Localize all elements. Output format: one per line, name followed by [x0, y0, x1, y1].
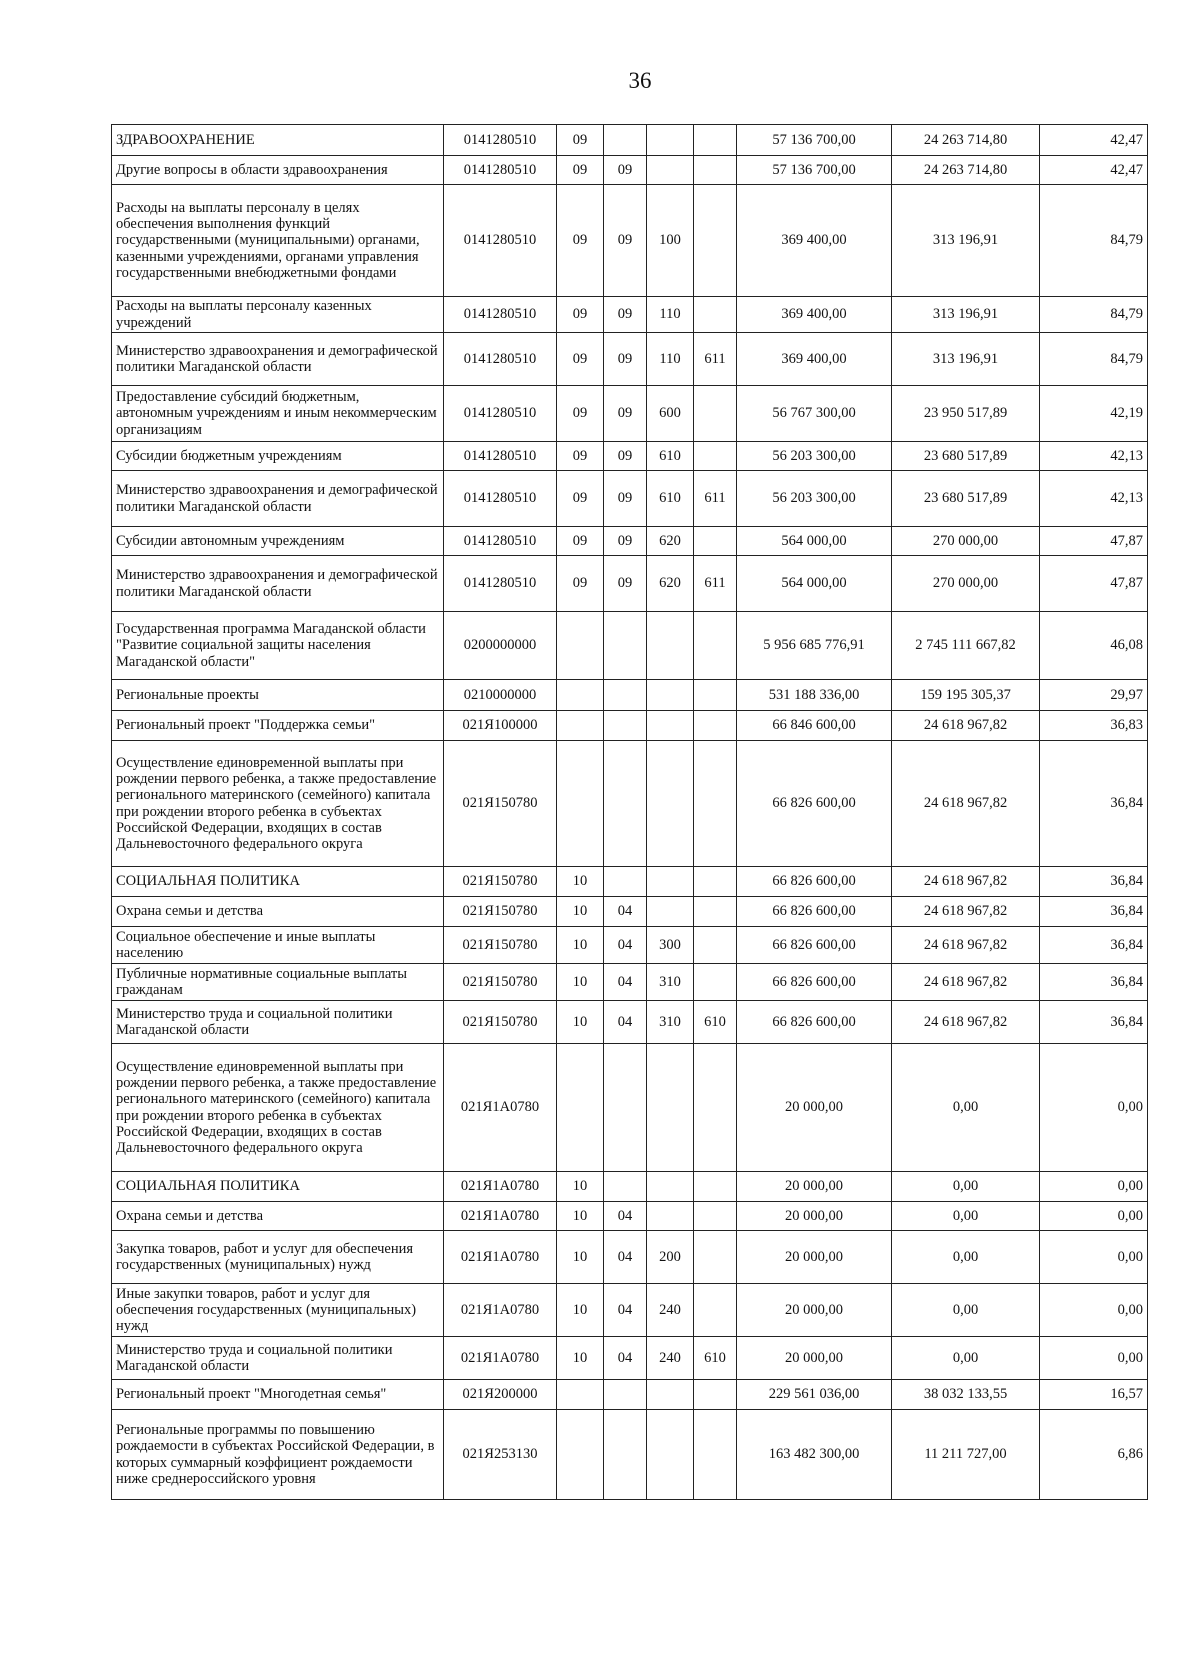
row-name: Субсидии автономным учреждениям [112, 527, 444, 556]
execution-percent: 42,13 [1040, 471, 1148, 527]
execution-percent: 47,87 [1040, 556, 1148, 612]
executed-amount: 38 032 133,55 [892, 1380, 1040, 1410]
subsection-code: 09 [604, 185, 647, 297]
planned-amount: 66 826 600,00 [737, 964, 892, 1001]
section-code: 09 [557, 442, 604, 471]
executed-amount: 24 263 714,80 [892, 156, 1040, 185]
subsection-code: 09 [604, 471, 647, 527]
execution-percent: 0,00 [1040, 1044, 1148, 1172]
executed-amount: 0,00 [892, 1337, 1040, 1380]
planned-amount: 56 767 300,00 [737, 386, 892, 442]
table-row [112, 1001, 1148, 1044]
administrator-code [694, 125, 737, 156]
row-name: Осуществление единовременной выплаты при рождении первого ребенка, а также предоставление регионального материнского (семейного) капитала при рождении второго ребенка в субъектах Российской Федерации, входящих в состав Дальневосточного федерального округа [112, 1044, 444, 1172]
table-row [112, 1172, 1148, 1202]
table-row [112, 1337, 1148, 1380]
execution-percent: 0,00 [1040, 1284, 1148, 1337]
row-name: ЗДРАВООХРАНЕНИЕ [112, 125, 444, 156]
planned-amount: 369 400,00 [737, 185, 892, 297]
executed-amount: 313 196,91 [892, 185, 1040, 297]
table-row [112, 612, 1148, 680]
execution-percent: 0,00 [1040, 1172, 1148, 1202]
executed-amount: 159 195 305,37 [892, 680, 1040, 711]
expense-type-code: 100 [647, 185, 694, 297]
executed-amount: 23 680 517,89 [892, 442, 1040, 471]
target-code: 0141280510 [444, 185, 557, 297]
planned-amount: 369 400,00 [737, 297, 892, 333]
target-code: 021Я150780 [444, 741, 557, 867]
planned-amount: 20 000,00 [737, 1284, 892, 1337]
planned-amount: 564 000,00 [737, 527, 892, 556]
table-row [112, 867, 1148, 897]
expense-type-code: 200 [647, 1231, 694, 1284]
administrator-code [694, 1231, 737, 1284]
target-code: 021Я150780 [444, 897, 557, 927]
section-code: 09 [557, 156, 604, 185]
planned-amount: 5 956 685 776,91 [737, 612, 892, 680]
executed-amount: 0,00 [892, 1044, 1040, 1172]
planned-amount: 56 203 300,00 [737, 442, 892, 471]
table-row [112, 741, 1148, 867]
table-row [112, 680, 1148, 711]
table-row [112, 927, 1148, 964]
table-row [112, 527, 1148, 556]
target-code: 021Я1А0780 [444, 1231, 557, 1284]
section-code: 10 [557, 1337, 604, 1380]
subsection-code: 09 [604, 297, 647, 333]
row-name: Расходы на выплаты персоналу в целях обеспечения выполнения функций государственными (муниципальными) органами, казенными учреждениями, органами управления государственными внебюджетными фондами [112, 185, 444, 297]
subsection-code: 04 [604, 897, 647, 927]
execution-percent: 36,84 [1040, 867, 1148, 897]
expense-type-code [647, 1044, 694, 1172]
target-code: 021Я1А0780 [444, 1044, 557, 1172]
section-code: 09 [557, 185, 604, 297]
row-name: Региональный проект "Многодетная семья" [112, 1380, 444, 1410]
administrator-code [694, 1172, 737, 1202]
execution-percent: 36,84 [1040, 964, 1148, 1001]
executed-amount: 0,00 [892, 1284, 1040, 1337]
section-code: 10 [557, 897, 604, 927]
execution-percent: 36,84 [1040, 1001, 1148, 1044]
target-code: 021Я100000 [444, 711, 557, 741]
table-row [112, 1044, 1148, 1172]
section-code: 10 [557, 964, 604, 1001]
subsection-code [604, 711, 647, 741]
row-name: Министерство здравоохранения и демографической политики Магаданской области [112, 333, 444, 386]
target-code: 0141280510 [444, 333, 557, 386]
target-code: 0141280510 [444, 471, 557, 527]
administrator-code [694, 1380, 737, 1410]
row-name: Осуществление единовременной выплаты при рождении первого ребенка, а также предоставление регионального материнского (семейного) капитала при рождении второго ребенка в субъектах Российской Федерации, входящих в состав Дальневосточного федерального округа [112, 741, 444, 867]
section-code: 10 [557, 1284, 604, 1337]
section-code: 10 [557, 927, 604, 964]
execution-percent: 36,84 [1040, 897, 1148, 927]
target-code: 0141280510 [444, 556, 557, 612]
administrator-code [694, 156, 737, 185]
expense-type-code: 620 [647, 556, 694, 612]
planned-amount: 56 203 300,00 [737, 471, 892, 527]
row-name: Региональный проект "Поддержка семьи" [112, 711, 444, 741]
target-code: 0210000000 [444, 680, 557, 711]
administrator-code: 611 [694, 471, 737, 527]
execution-percent: 84,79 [1040, 185, 1148, 297]
target-code: 021Я150780 [444, 964, 557, 1001]
planned-amount: 20 000,00 [737, 1202, 892, 1231]
target-code: 0200000000 [444, 612, 557, 680]
administrator-code [694, 386, 737, 442]
planned-amount: 57 136 700,00 [737, 125, 892, 156]
administrator-code [694, 442, 737, 471]
subsection-code [604, 1410, 647, 1500]
section-code: 09 [557, 556, 604, 612]
row-name: Субсидии бюджетным учреждениям [112, 442, 444, 471]
section-code: 09 [557, 333, 604, 386]
administrator-code [694, 680, 737, 711]
execution-percent: 42,47 [1040, 125, 1148, 156]
target-code: 0141280510 [444, 527, 557, 556]
target-code: 021Я200000 [444, 1380, 557, 1410]
section-code: 09 [557, 471, 604, 527]
administrator-code: 611 [694, 333, 737, 386]
section-code: 09 [557, 386, 604, 442]
expense-type-code: 240 [647, 1337, 694, 1380]
expense-type-code: 110 [647, 297, 694, 333]
subsection-code: 04 [604, 927, 647, 964]
expense-type-code: 610 [647, 442, 694, 471]
section-code [557, 1380, 604, 1410]
subsection-code [604, 1380, 647, 1410]
row-name: Региональные программы по повышению рождаемости в субъектах Российской Федерации, в которых суммарный коэффициент рождаемости ниже среднероссийского уровня [112, 1410, 444, 1500]
expense-type-code: 310 [647, 964, 694, 1001]
subsection-code: 04 [604, 1001, 647, 1044]
target-code: 0141280510 [444, 125, 557, 156]
table-row [112, 442, 1148, 471]
administrator-code: 611 [694, 556, 737, 612]
execution-percent: 0,00 [1040, 1202, 1148, 1231]
planned-amount: 66 826 600,00 [737, 897, 892, 927]
subsection-code [604, 612, 647, 680]
budget-table-body [112, 125, 1148, 1500]
budget-table [111, 124, 1148, 1500]
expense-type-code [647, 897, 694, 927]
executed-amount: 24 618 967,82 [892, 1001, 1040, 1044]
expense-type-code: 310 [647, 1001, 694, 1044]
section-code: 10 [557, 1001, 604, 1044]
expense-type-code [647, 1380, 694, 1410]
row-name: Министерство здравоохранения и демографической политики Магаданской области [112, 556, 444, 612]
expense-type-code [647, 680, 694, 711]
planned-amount: 66 826 600,00 [737, 927, 892, 964]
executed-amount: 0,00 [892, 1231, 1040, 1284]
subsection-code [604, 1044, 647, 1172]
executed-amount: 0,00 [892, 1202, 1040, 1231]
planned-amount: 163 482 300,00 [737, 1410, 892, 1500]
subsection-code [604, 741, 647, 867]
subsection-code: 09 [604, 527, 647, 556]
target-code: 0141280510 [444, 297, 557, 333]
execution-percent: 36,83 [1040, 711, 1148, 741]
table-row [112, 1231, 1148, 1284]
administrator-code [694, 185, 737, 297]
executed-amount: 24 618 967,82 [892, 964, 1040, 1001]
subsection-code: 04 [604, 1284, 647, 1337]
row-name: Государственная программа Магаданской области "Развитие социальной защиты населения Магаданской области" [112, 612, 444, 680]
subsection-code: 09 [604, 156, 647, 185]
section-code [557, 741, 604, 867]
row-name: Министерство труда и социальной политики Магаданской области [112, 1001, 444, 1044]
executed-amount: 23 680 517,89 [892, 471, 1040, 527]
table-row [112, 125, 1148, 156]
row-name: Министерство здравоохранения и демографической политики Магаданской области [112, 471, 444, 527]
section-code: 10 [557, 1231, 604, 1284]
administrator-code [694, 1044, 737, 1172]
executed-amount: 0,00 [892, 1172, 1040, 1202]
table-row [112, 1380, 1148, 1410]
execution-percent: 6,86 [1040, 1410, 1148, 1500]
row-name: Предоставление субсидий бюджетным, автономным учреждениям и иным некоммерческим организациям [112, 386, 444, 442]
execution-percent: 84,79 [1040, 297, 1148, 333]
planned-amount: 369 400,00 [737, 333, 892, 386]
table-row [112, 471, 1148, 527]
administrator-code: 610 [694, 1001, 737, 1044]
expense-type-code [647, 156, 694, 185]
section-code: 09 [557, 297, 604, 333]
target-code: 021Я253130 [444, 1410, 557, 1500]
subsection-code: 09 [604, 386, 647, 442]
expense-type-code [647, 612, 694, 680]
row-name: СОЦИАЛЬНАЯ ПОЛИТИКА [112, 867, 444, 897]
section-code: 10 [557, 1202, 604, 1231]
table-row [112, 297, 1148, 333]
planned-amount: 66 826 600,00 [737, 741, 892, 867]
executed-amount: 23 950 517,89 [892, 386, 1040, 442]
target-code: 021Я1А0780 [444, 1337, 557, 1380]
table-row [112, 1284, 1148, 1337]
row-name: Другие вопросы в области здравоохранения [112, 156, 444, 185]
planned-amount: 20 000,00 [737, 1337, 892, 1380]
table-row [112, 556, 1148, 612]
subsection-code [604, 867, 647, 897]
table-row [112, 964, 1148, 1001]
administrator-code [694, 297, 737, 333]
row-name: Охрана семьи и детства [112, 897, 444, 927]
subsection-code: 09 [604, 333, 647, 386]
execution-percent: 0,00 [1040, 1337, 1148, 1380]
execution-percent: 29,97 [1040, 680, 1148, 711]
administrator-code [694, 612, 737, 680]
section-code: 09 [557, 125, 604, 156]
row-name: Социальное обеспечение и иные выплаты населению [112, 927, 444, 964]
expense-type-code [647, 1172, 694, 1202]
administrator-code [694, 1284, 737, 1337]
planned-amount: 564 000,00 [737, 556, 892, 612]
section-code [557, 680, 604, 711]
executed-amount: 24 618 967,82 [892, 741, 1040, 867]
execution-percent: 84,79 [1040, 333, 1148, 386]
administrator-code [694, 897, 737, 927]
row-name: Охрана семьи и детства [112, 1202, 444, 1231]
target-code: 021Я1А0780 [444, 1172, 557, 1202]
administrator-code [694, 964, 737, 1001]
executed-amount: 11 211 727,00 [892, 1410, 1040, 1500]
executed-amount: 24 263 714,80 [892, 125, 1040, 156]
subsection-code: 09 [604, 556, 647, 612]
subsection-code [604, 680, 647, 711]
planned-amount: 229 561 036,00 [737, 1380, 892, 1410]
execution-percent: 46,08 [1040, 612, 1148, 680]
expense-type-code: 240 [647, 1284, 694, 1337]
administrator-code [694, 1410, 737, 1500]
row-name: Закупка товаров, работ и услуг для обеспечения государственных (муниципальных) нужд [112, 1231, 444, 1284]
execution-percent: 16,57 [1040, 1380, 1148, 1410]
subsection-code: 09 [604, 442, 647, 471]
row-name: Иные закупки товаров, работ и услуг для обеспечения государственных (муниципальных) нужд [112, 1284, 444, 1337]
section-code [557, 711, 604, 741]
planned-amount: 20 000,00 [737, 1044, 892, 1172]
execution-percent: 36,84 [1040, 741, 1148, 867]
executed-amount: 313 196,91 [892, 297, 1040, 333]
target-code: 021Я150780 [444, 1001, 557, 1044]
expense-type-code [647, 867, 694, 897]
executed-amount: 24 618 967,82 [892, 711, 1040, 741]
table-row [112, 711, 1148, 741]
expense-type-code [647, 1202, 694, 1231]
expense-type-code [647, 741, 694, 867]
administrator-code [694, 1202, 737, 1231]
section-code [557, 1044, 604, 1172]
administrator-code [694, 867, 737, 897]
target-code: 021Я1А0780 [444, 1284, 557, 1337]
section-code [557, 1410, 604, 1500]
execution-percent: 47,87 [1040, 527, 1148, 556]
target-code: 021Я150780 [444, 867, 557, 897]
planned-amount: 66 826 600,00 [737, 1001, 892, 1044]
expense-type-code: 110 [647, 333, 694, 386]
planned-amount: 531 188 336,00 [737, 680, 892, 711]
administrator-code [694, 527, 737, 556]
target-code: 0141280510 [444, 386, 557, 442]
table-row [112, 1202, 1148, 1231]
row-name: Публичные нормативные социальные выплаты гражданам [112, 964, 444, 1001]
planned-amount: 57 136 700,00 [737, 156, 892, 185]
execution-percent: 42,19 [1040, 386, 1148, 442]
target-code: 0141280510 [444, 156, 557, 185]
table-row [112, 333, 1148, 386]
subsection-code: 04 [604, 1337, 647, 1380]
row-name: Министерство труда и социальной политики Магаданской области [112, 1337, 444, 1380]
section-code: 10 [557, 867, 604, 897]
expense-type-code: 600 [647, 386, 694, 442]
section-code: 09 [557, 527, 604, 556]
expense-type-code [647, 711, 694, 741]
administrator-code [694, 711, 737, 741]
execution-percent: 0,00 [1040, 1231, 1148, 1284]
administrator-code [694, 927, 737, 964]
row-name: Региональные проекты [112, 680, 444, 711]
subsection-code: 04 [604, 1231, 647, 1284]
planned-amount: 20 000,00 [737, 1172, 892, 1202]
expense-type-code [647, 125, 694, 156]
expense-type-code: 300 [647, 927, 694, 964]
table-row [112, 386, 1148, 442]
administrator-code: 610 [694, 1337, 737, 1380]
table-row [112, 185, 1148, 297]
executed-amount: 270 000,00 [892, 527, 1040, 556]
execution-percent: 36,84 [1040, 927, 1148, 964]
executed-amount: 313 196,91 [892, 333, 1040, 386]
subsection-code: 04 [604, 964, 647, 1001]
target-code: 021Я1А0780 [444, 1202, 557, 1231]
executed-amount: 24 618 967,82 [892, 897, 1040, 927]
administrator-code [694, 741, 737, 867]
executed-amount: 24 618 967,82 [892, 927, 1040, 964]
execution-percent: 42,47 [1040, 156, 1148, 185]
planned-amount: 20 000,00 [737, 1231, 892, 1284]
row-name: СОЦИАЛЬНАЯ ПОЛИТИКА [112, 1172, 444, 1202]
table-row [112, 897, 1148, 927]
page-number: 36 [628, 68, 652, 93]
executed-amount: 270 000,00 [892, 556, 1040, 612]
section-code [557, 612, 604, 680]
expense-type-code [647, 1410, 694, 1500]
row-name: Расходы на выплаты персоналу казенных учреждений [112, 297, 444, 333]
table-row [112, 1410, 1148, 1500]
subsection-code [604, 125, 647, 156]
planned-amount: 66 846 600,00 [737, 711, 892, 741]
executed-amount: 24 618 967,82 [892, 867, 1040, 897]
subsection-code: 04 [604, 1202, 647, 1231]
planned-amount: 66 826 600,00 [737, 867, 892, 897]
execution-percent: 42,13 [1040, 442, 1148, 471]
target-code: 021Я150780 [444, 927, 557, 964]
expense-type-code: 620 [647, 527, 694, 556]
table-row [112, 156, 1148, 185]
subsection-code [604, 1172, 647, 1202]
executed-amount: 2 745 111 667,82 [892, 612, 1040, 680]
expense-type-code: 610 [647, 471, 694, 527]
target-code: 0141280510 [444, 442, 557, 471]
section-code: 10 [557, 1172, 604, 1202]
